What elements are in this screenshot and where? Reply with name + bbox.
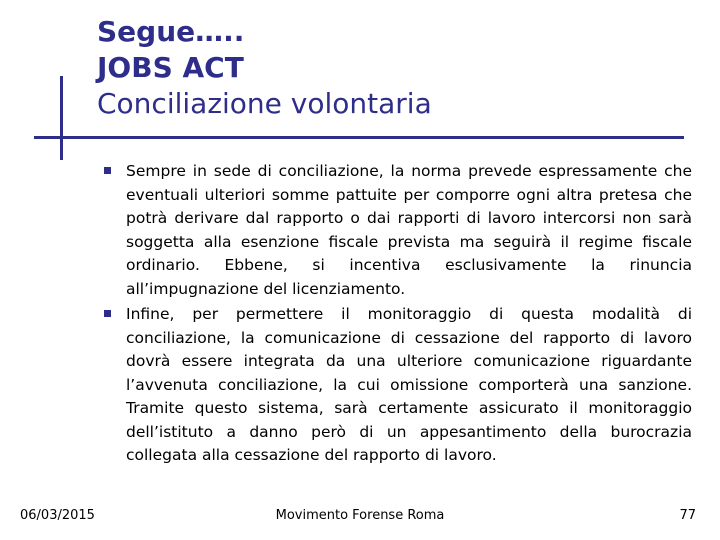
bullet-list — [100, 160, 692, 470]
bullet-text: Infine, per permettere il monitoraggio di questa modalità di conciliazione, la comunicazione di cessazione del rapporto di lavoro dovrà essere integrata da una ulteriore comunicazione riguardante l’avvenuta conciliazione, la cui omissione comporterà una sanzione. Tramite questo sistema, sarà certamente assicurato il monitoraggio dell’istituto a danno però di un appesantimento della burocrazia collegata alla cessazione del rapporto di lavoro. — [126, 305, 692, 464]
title-line-1: Segue….. — [97, 15, 245, 48]
title-line-2: JOBS ACT — [97, 51, 244, 84]
bullet-text: Sempre in sede di conciliazione, la norma prevede espressamente che eventuali ulteriori somme pattuite per comporre ogni altra pretesa che potrà derivare dal rapporto o dai rapporti di lavoro intercorsi non sarà soggetta alla esenzione fiscale prevista ma seguirà il regime fiscale ordinario. Ebbene, si incentiva esclusivamente la rinuncia all’impugnazione del licenziamento. — [126, 162, 692, 298]
footer-date: 06/03/2015 — [20, 508, 95, 523]
square-bullet-icon — [104, 167, 111, 174]
square-bullet-icon — [104, 310, 111, 317]
decorative-vertical-line — [60, 76, 63, 160]
slide-subtitle: Conciliazione volontaria — [97, 87, 432, 120]
footer-organization: Movimento Forense Roma — [275, 508, 445, 523]
page-number: 77 — [679, 508, 696, 523]
decorative-horizontal-line — [34, 136, 684, 139]
bullet-item — [100, 160, 692, 301]
bullet-item — [100, 303, 692, 468]
slide-title — [97, 14, 432, 122]
